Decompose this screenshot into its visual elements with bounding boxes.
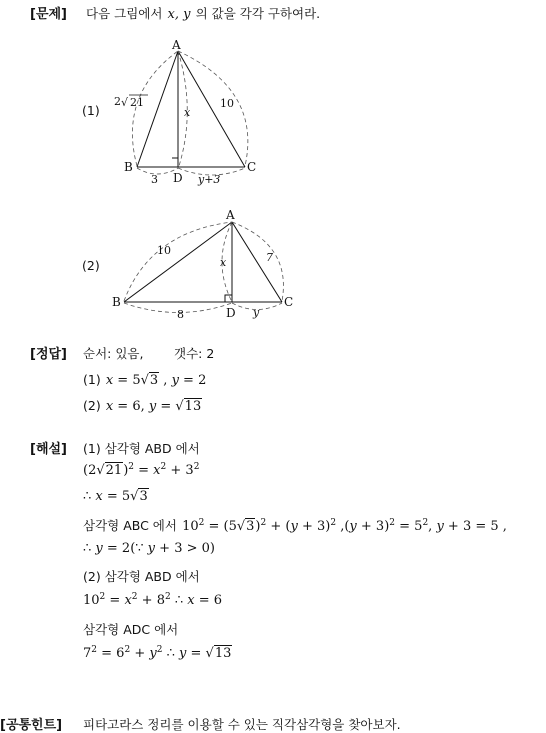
fig1-dc-length: y+3 xyxy=(198,173,221,186)
problem-tag: [문제] xyxy=(30,7,67,22)
fig2-side-ab xyxy=(124,222,232,302)
solution-step-8: 삼각형 ADC 에서 xyxy=(83,622,179,637)
fig2-right-angle-mark xyxy=(225,295,232,302)
fig2-vertex-d: D xyxy=(226,306,236,320)
fig2-bd-length: 8 xyxy=(177,308,184,321)
solution-step-9: $7^2 = 6^2 + y^2$ ∴ y = √13 xyxy=(83,645,232,661)
solution-step-2: $(2√21)^2 = x^2 + 3^2$ xyxy=(83,462,200,478)
hint-text: 피타고라스 정리를 이용할 수 있는 직각삼각형을 찾아보자. xyxy=(83,717,401,732)
problem-text: 다음 그림에서 xyxy=(86,6,163,21)
answer-count: 갯수: 2 xyxy=(174,346,215,361)
fig2-vertex-b: B xyxy=(112,295,121,309)
solution-tag: [해설] xyxy=(30,442,67,457)
problem-text-2: 의 값을 각각 구하여라. xyxy=(195,6,321,21)
fig1-vertex-c: C xyxy=(247,160,257,174)
solution-step-7: $10^2 = x^2 + 8^2$ ∴ x = 6 xyxy=(83,592,223,608)
fig1-ab-radicand: 21 xyxy=(130,96,144,109)
answer-line-2: (2) x = 6, y = √13 xyxy=(83,398,202,414)
solution-step-6: (2) 삼각형 ABD 에서 xyxy=(83,569,200,584)
problem-vars: x, y xyxy=(167,7,191,22)
fig1-ab-coef: 2 xyxy=(114,95,121,108)
fig1-vertex-d: D xyxy=(173,171,183,185)
fig1-bd-length: 3 xyxy=(151,173,158,186)
solution-step-4: 삼각형 ABC 에서 $10^2 = (5√3)^2 + (y + 3)^2$ $,(y + 3)^2 = 5^2$, y + 3 = 5 , xyxy=(83,518,507,534)
solution-step-1: (1) 삼각형 ABD 에서 xyxy=(83,441,200,456)
answer-tag: [정답] xyxy=(30,347,67,362)
solution-step-3: ∴ x = 5√3 xyxy=(83,489,148,504)
fig2-dc-length: y xyxy=(253,306,260,319)
fig2-vertex-c: C xyxy=(284,295,294,309)
answer-line-1-label: (1) xyxy=(83,372,101,387)
fig1-ac-length: 10 xyxy=(220,97,234,110)
solution-step-5: ∴ y = 2(∵ y + 3 > 0) xyxy=(83,541,215,556)
fig2-ad-length: x xyxy=(220,256,227,269)
figure-2-label: (2) xyxy=(82,258,100,273)
fig2-ac-length: 7 xyxy=(266,251,273,264)
fig2-side-ac xyxy=(232,222,282,302)
fig1-vertex-a: A xyxy=(172,38,181,52)
fig2-ab-length: 10 xyxy=(157,244,171,257)
figure-1-label: (1) xyxy=(82,103,100,118)
answer-line-1: (1) x = 5√3 , y = 2 xyxy=(83,372,207,388)
answer-line-2-label: (2) xyxy=(83,398,101,413)
hint-tag: [공통힌트] xyxy=(0,718,63,733)
fig1-ad-length: x xyxy=(184,106,191,119)
answer-order: 순서: 있음, xyxy=(83,346,144,361)
fig1-vertex-b: B xyxy=(124,160,133,174)
fig2-vertex-a: A xyxy=(226,208,235,222)
fig1-ab-root-sign: √ xyxy=(121,96,129,109)
